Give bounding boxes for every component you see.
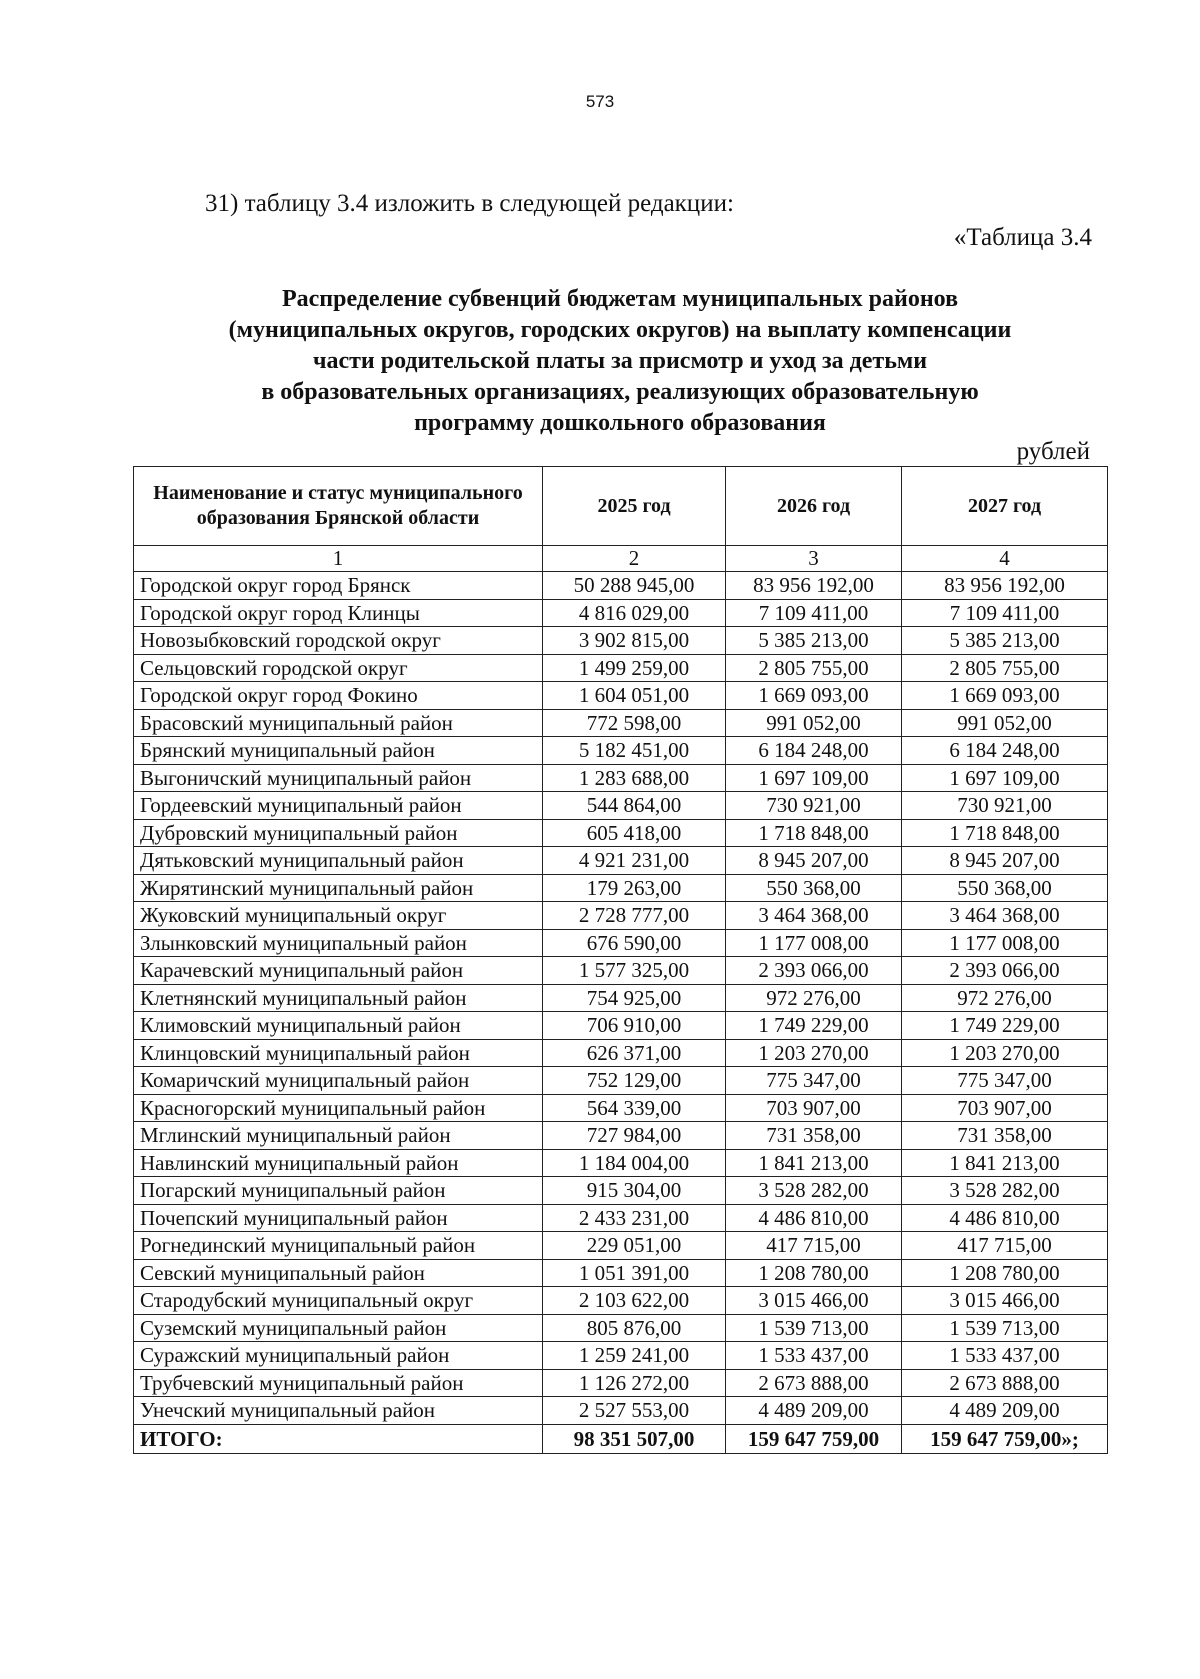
- value-2027: 3 464 368,00: [902, 902, 1108, 930]
- total-2025: 98 351 507,00: [543, 1424, 726, 1453]
- header-name: Наименование и статус муниципального образования Брянской области: [134, 467, 543, 546]
- value-2026: 730 921,00: [726, 792, 902, 820]
- value-2027: 83 956 192,00: [902, 572, 1108, 600]
- value-2025: 2 103 622,00: [543, 1287, 726, 1315]
- value-2026: 991 052,00: [726, 709, 902, 737]
- table-row: [134, 599, 1108, 627]
- municipality-name: Новозыбковский городской округ: [134, 627, 543, 655]
- table-row: [134, 1149, 1108, 1177]
- value-2026: 4 486 810,00: [726, 1204, 902, 1232]
- municipality-name: Красногорский муниципальный район: [134, 1094, 543, 1122]
- value-2027: 1 697 109,00: [902, 764, 1108, 792]
- value-2026: 1 841 213,00: [726, 1149, 902, 1177]
- page-number: 573: [585, 92, 615, 111]
- total-row: [134, 1424, 1108, 1453]
- value-2027: 417 715,00: [902, 1232, 1108, 1260]
- municipality-name: Суземский муниципальный район: [134, 1314, 543, 1342]
- municipality-name: Севский муниципальный район: [134, 1259, 543, 1287]
- municipality-name: Стародубский муниципальный округ: [134, 1287, 543, 1315]
- value-2027: 7 109 411,00: [902, 599, 1108, 627]
- value-2026: 1 669 093,00: [726, 682, 902, 710]
- municipality-name: Суражский муниципальный район: [134, 1342, 543, 1370]
- value-2027: 6 184 248,00: [902, 737, 1108, 765]
- value-2026: 972 276,00: [726, 984, 902, 1012]
- municipality-name: Трубчевский муниципальный район: [134, 1369, 543, 1397]
- value-2025: 752 129,00: [543, 1067, 726, 1095]
- value-2026: 6 184 248,00: [726, 737, 902, 765]
- value-2026: 550 368,00: [726, 874, 902, 902]
- value-2026: 2 673 888,00: [726, 1369, 902, 1397]
- column-number: 3: [726, 546, 902, 572]
- title-line: Распределение субвенций бюджетам муниципальных районов: [281, 286, 959, 312]
- value-2026: 3 528 282,00: [726, 1177, 902, 1205]
- value-2025: 1 499 259,00: [543, 654, 726, 682]
- table-row: [134, 1314, 1108, 1342]
- value-2027: 5 385 213,00: [902, 627, 1108, 655]
- municipality-name: Рогнединский муниципальный район: [134, 1232, 543, 1260]
- value-2025: 706 910,00: [543, 1012, 726, 1040]
- value-2026: 4 489 209,00: [726, 1397, 902, 1425]
- value-2025: 676 590,00: [543, 929, 726, 957]
- municipality-name: Мглинский муниципальный район: [134, 1122, 543, 1150]
- value-2026: 1 539 713,00: [726, 1314, 902, 1342]
- value-2027: 731 358,00: [902, 1122, 1108, 1150]
- value-2027: 1 539 713,00: [902, 1314, 1108, 1342]
- value-2026: 83 956 192,00: [726, 572, 902, 600]
- value-2025: 772 598,00: [543, 709, 726, 737]
- value-2026: 417 715,00: [726, 1232, 902, 1260]
- table-row: [134, 957, 1108, 985]
- value-2025: 727 984,00: [543, 1122, 726, 1150]
- value-2026: 731 358,00: [726, 1122, 902, 1150]
- total-label: ИТОГО:: [134, 1424, 543, 1453]
- value-2025: 805 876,00: [543, 1314, 726, 1342]
- title-line: (муниципальных округов, городских округов) на выплату компенсации: [228, 317, 1012, 343]
- value-2025: 3 902 815,00: [543, 627, 726, 655]
- municipality-name: Клетнянский муниципальный район: [134, 984, 543, 1012]
- table-row: [134, 1122, 1108, 1150]
- header-2025: 2025 год: [543, 467, 726, 546]
- table-row: [134, 1342, 1108, 1370]
- value-2026: 2 393 066,00: [726, 957, 902, 985]
- value-2025: 4 921 231,00: [543, 847, 726, 875]
- value-2025: 605 418,00: [543, 819, 726, 847]
- value-2027: 8 945 207,00: [902, 847, 1108, 875]
- value-2027: 1 718 848,00: [902, 819, 1108, 847]
- table-row: [134, 682, 1108, 710]
- value-2027: 1 203 270,00: [902, 1039, 1108, 1067]
- municipality-name: Унечский муниципальный район: [134, 1397, 543, 1425]
- amendment-intro: 31) таблицу 3.4 изложить в следующей редакции:: [205, 190, 734, 217]
- value-2026: 1 533 437,00: [726, 1342, 902, 1370]
- table-row: [134, 792, 1108, 820]
- value-2027: 2 673 888,00: [902, 1369, 1108, 1397]
- municipality-name: Дубровский муниципальный район: [134, 819, 543, 847]
- value-2026: 1 177 008,00: [726, 929, 902, 957]
- value-2026: 775 347,00: [726, 1067, 902, 1095]
- value-2026: 1 208 780,00: [726, 1259, 902, 1287]
- value-2026: 8 945 207,00: [726, 847, 902, 875]
- value-2026: 1 749 229,00: [726, 1012, 902, 1040]
- table-reference: «Таблица 3.4: [953, 224, 1092, 251]
- municipality-name: Почепский муниципальный район: [134, 1204, 543, 1232]
- municipality-name: Жуковский муниципальный округ: [134, 902, 543, 930]
- value-2025: 1 577 325,00: [543, 957, 726, 985]
- title-line: в образовательных организациях, реализующих образовательную: [261, 379, 979, 405]
- municipality-name: Брянский муниципальный район: [134, 737, 543, 765]
- municipality-name: Жирятинский муниципальный район: [134, 874, 543, 902]
- value-2025: 1 051 391,00: [543, 1259, 726, 1287]
- value-2027: 550 368,00: [902, 874, 1108, 902]
- table-row: [134, 1232, 1108, 1260]
- municipality-name: Климовский муниципальный район: [134, 1012, 543, 1040]
- value-2025: 1 283 688,00: [543, 764, 726, 792]
- table-body: [134, 572, 1108, 1425]
- value-2025: 1 184 004,00: [543, 1149, 726, 1177]
- municipality-name: Сельцовский городской округ: [134, 654, 543, 682]
- table-row: [134, 1177, 1108, 1205]
- value-2025: 2 728 777,00: [543, 902, 726, 930]
- municipality-name: Городской округ город Клинцы: [134, 599, 543, 627]
- value-2025: 564 339,00: [543, 1094, 726, 1122]
- value-2026: 703 907,00: [726, 1094, 902, 1122]
- value-2027: 1 208 780,00: [902, 1259, 1108, 1287]
- table-row: [134, 1067, 1108, 1095]
- value-2027: 775 347,00: [902, 1067, 1108, 1095]
- value-2027: 703 907,00: [902, 1094, 1108, 1122]
- value-2027: 2 805 755,00: [902, 654, 1108, 682]
- value-2025: 2 433 231,00: [543, 1204, 726, 1232]
- table-row: [134, 902, 1108, 930]
- value-2026: 1 697 109,00: [726, 764, 902, 792]
- value-2027: 3 015 466,00: [902, 1287, 1108, 1315]
- value-2025: 50 288 945,00: [543, 572, 726, 600]
- value-2026: 1 203 270,00: [726, 1039, 902, 1067]
- table-row: [134, 709, 1108, 737]
- table-row: [134, 847, 1108, 875]
- value-2025: 5 182 451,00: [543, 737, 726, 765]
- municipality-name: Городской округ город Брянск: [134, 572, 543, 600]
- value-2025: 2 527 553,00: [543, 1397, 726, 1425]
- municipality-name: Погарский муниципальный район: [134, 1177, 543, 1205]
- column-number-row: [134, 546, 1108, 572]
- value-2026: 5 385 213,00: [726, 627, 902, 655]
- total-2026: 159 647 759,00: [726, 1424, 902, 1453]
- municipality-name: Карачевский муниципальный район: [134, 957, 543, 985]
- municipality-name: Выгоничский муниципальный район: [134, 764, 543, 792]
- table-row: [134, 1287, 1108, 1315]
- table-row: [134, 572, 1108, 600]
- value-2027: 1 669 093,00: [902, 682, 1108, 710]
- value-2025: 179 263,00: [543, 874, 726, 902]
- value-2027: 2 393 066,00: [902, 957, 1108, 985]
- table-row: [134, 627, 1108, 655]
- municipality-name: Городской округ город Фокино: [134, 682, 543, 710]
- value-2026: 1 718 848,00: [726, 819, 902, 847]
- subventions-table: [133, 466, 1108, 1454]
- value-2026: 3 015 466,00: [726, 1287, 902, 1315]
- table-row: [134, 984, 1108, 1012]
- value-2025: 544 864,00: [543, 792, 726, 820]
- table-row: [134, 737, 1108, 765]
- title-line: программу дошкольного образования: [414, 410, 826, 436]
- municipality-name: Комаричский муниципальный район: [134, 1067, 543, 1095]
- table-row: [134, 929, 1108, 957]
- value-2027: 3 528 282,00: [902, 1177, 1108, 1205]
- table-row: [134, 1094, 1108, 1122]
- value-2025: 1 259 241,00: [543, 1342, 726, 1370]
- table-row: [134, 1204, 1108, 1232]
- table-title: [130, 284, 1110, 439]
- column-number: 4: [902, 546, 1108, 572]
- title-line: части родительской платы за присмотр и уход за детьми: [312, 348, 928, 374]
- table-row: [134, 1012, 1108, 1040]
- column-number: 2: [543, 546, 726, 572]
- value-2027: 1 533 437,00: [902, 1342, 1108, 1370]
- municipality-name: Брасовский муниципальный район: [134, 709, 543, 737]
- value-2027: 730 921,00: [902, 792, 1108, 820]
- value-2026: 3 464 368,00: [726, 902, 902, 930]
- value-2025: 229 051,00: [543, 1232, 726, 1260]
- table-row: [134, 1259, 1108, 1287]
- value-2026: 2 805 755,00: [726, 654, 902, 682]
- municipality-name: Гордеевский муниципальный район: [134, 792, 543, 820]
- municipality-name: Клинцовский муниципальный район: [134, 1039, 543, 1067]
- value-2025: 626 371,00: [543, 1039, 726, 1067]
- value-2026: 7 109 411,00: [726, 599, 902, 627]
- value-2027: 972 276,00: [902, 984, 1108, 1012]
- municipality-name: Дятьковский муниципальный район: [134, 847, 543, 875]
- table-row: [134, 1397, 1108, 1425]
- table-row: [134, 874, 1108, 902]
- municipality-name: Навлинский муниципальный район: [134, 1149, 543, 1177]
- header-row: [134, 467, 1108, 546]
- table-row: [134, 1039, 1108, 1067]
- value-2027: 1 749 229,00: [902, 1012, 1108, 1040]
- value-2025: 915 304,00: [543, 1177, 726, 1205]
- units-label: рублей: [1016, 438, 1090, 465]
- value-2025: 1 604 051,00: [543, 682, 726, 710]
- value-2025: 4 816 029,00: [543, 599, 726, 627]
- total-2027: 159 647 759,00»;: [902, 1424, 1108, 1453]
- table-row: [134, 764, 1108, 792]
- table-row: [134, 1369, 1108, 1397]
- value-2027: 4 486 810,00: [902, 1204, 1108, 1232]
- header-2027: 2027 год: [902, 467, 1108, 546]
- municipality-name: Злынковский муниципальный район: [134, 929, 543, 957]
- value-2025: 1 126 272,00: [543, 1369, 726, 1397]
- value-2027: 4 489 209,00: [902, 1397, 1108, 1425]
- column-number: 1: [134, 546, 543, 572]
- table-row: [134, 819, 1108, 847]
- value-2027: 1 177 008,00: [902, 929, 1108, 957]
- value-2025: 754 925,00: [543, 984, 726, 1012]
- table-row: [134, 654, 1108, 682]
- value-2027: 991 052,00: [902, 709, 1108, 737]
- value-2027: 1 841 213,00: [902, 1149, 1108, 1177]
- header-2026: 2026 год: [726, 467, 902, 546]
